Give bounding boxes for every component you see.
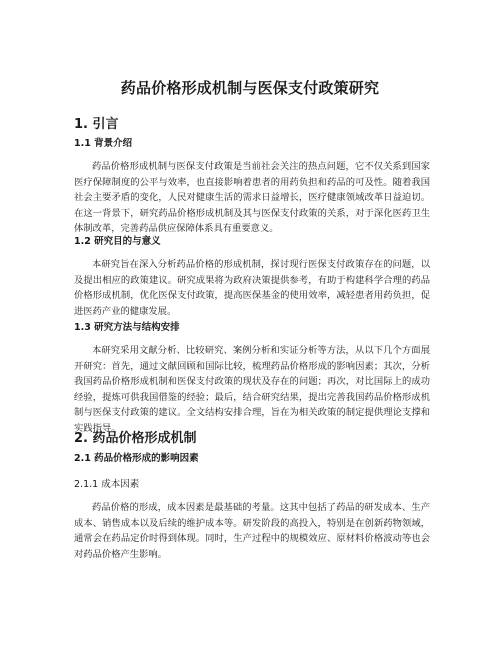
section-heading-pricing-mechanism: 2. 药品价格形成机制 [74,431,197,446]
subsection-heading-methods: 1.3 研究方法与结构安排 [74,322,180,333]
subsection-heading-purpose: 1.2 研究目的与意义 [74,236,161,247]
paragraph-background: 药品价格形成机制与医保支付政策是当前社会关注的热点问题，它不仅关系到国家医疗保障制度的公平与效率，也直接影响着患者的用药负担和药品的可及性。随着我国社会主要矛盾的变化，人民对健康生活的需求日益增长，医疗健康领域改革日益迫切。在这一背景下，研究药品价格形成机制及其与医保支付政策的关系，对于深化医药卫生体制改革，完善药品供应保障体系具有重要意义。 [74,161,430,235]
document-title: 药品价格形成机制与医保支付政策研究 [120,79,380,97]
paragraph-methods: 本研究采用文献分析、比较研究、案例分析和实证分析等方法，从以下几个方面展开研究：首先，通过文献回顾和国际比较，梳理药品价格形成的影响因素；其次，分析我国药品价格形成机制和医保支付政策的现状及存在的问题；再次，对比国际上的成功经验，提炼可供我国借鉴的经验；最后，结合研究结果，提出完善我国药品价格形成机制与医保支付政策的建议。全文结构安排合理，旨在为相关政策的制定提供理论支撑和实践指导。 [74,345,430,434]
subsection-heading-background: 1.1 背景介绍 [74,138,133,149]
paragraph-purpose: 本研究旨在深入分析药品价格的形成机制，探讨现行医保支付政策存在的问题，以及提出相应的政策建议。研究成果将为政府决策提供参考，有助于构建科学合理的药品价格形成机制，优化医保支付政策，提高医保基金的使用效率，减轻患者用药负担，促进医药产业的健康发展。 [74,259,430,317]
subsection-heading-factors: 2.1 药品价格形成的影响因素 [74,453,199,464]
section-heading-intro: 1. 引言 [74,117,119,132]
subsubsection-heading-cost: 2.1.1 成本因素 [74,479,140,490]
paragraph-cost: 药品价格的形成，成本因素是最基础的考量。这其中包括了药品的研发成本、生产成本、销售成本以及后续的维护成本等。研发阶段的高投入，特别是在创新药物领域，通常会在药品定价时得到体现。同时，生产过程中的规模效应、原材料价格波动等也会对药品价格产生影响。 [74,502,430,560]
